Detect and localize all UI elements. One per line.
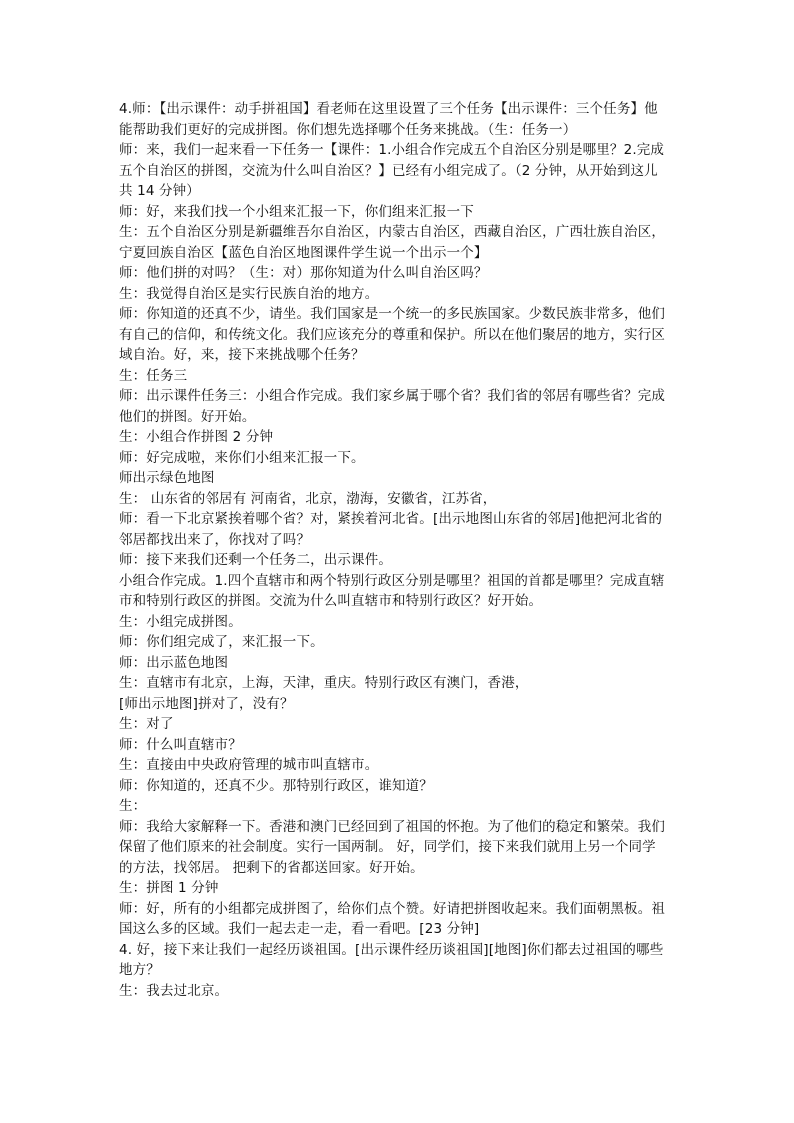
text-line: 生：拼图 1 分钟 — [119, 880, 219, 896]
text-line: 师：出示蓝色地图 — [119, 654, 229, 671]
text-line: 师：接下来我们还剩一个任务二，出示课件。 — [119, 552, 392, 568]
text-line: 师：好完成啦，来你们小组来汇报一下。 — [119, 449, 365, 466]
text-line: 师出示绿色地图 — [119, 470, 215, 486]
text-line: 生：对了 — [119, 716, 174, 732]
text-line: 生：我去过北京。 — [119, 982, 229, 999]
text-line: 师：来，我们一起来看一下任务一【课件：1.小组合作完成五个自治区分别是哪里？2.完成 — [119, 142, 665, 158]
text-line: 生：小组合作拼图 2 分钟 — [119, 429, 274, 445]
text-line: 生：小组完成拼图。 — [119, 613, 242, 630]
text-line: 地方？ — [119, 962, 160, 978]
text-line: 共 14 分钟） — [119, 183, 200, 199]
document-body — [119, 99, 679, 1001]
text-line: [师出示地图]拼对了，没有？ — [119, 695, 294, 712]
text-line: 师：好，所有的小组都完成拼图了，给你们点个赞。好请把拼图收起来。我们面朝黑板。祖 — [119, 900, 665, 917]
text-line: 五个自治区的拼图，交流为什么叫自治区？】已经有小组完成了。（2 分钟，从开始到这儿 — [119, 162, 658, 179]
text-line: 师：出示课件任务三：小组合作完成。我们家乡属于哪个省？我们省的邻居有哪些省？完成 — [119, 388, 665, 404]
text-line: 能帮助我们更好的完成拼图。你们想先选择哪个任务来挑战。（生：任务一） — [119, 121, 577, 138]
text-line: 生：五个自治区分别是新疆维吾尔自治区，内蒙古自治区，西藏自治区，广西壮族自治区， — [119, 224, 665, 240]
text-line: 师：你知道的还真不少，请坐。我们国家是一个统一的多民族国家。少数民族非常多，他们 — [119, 306, 665, 322]
text-line: 生： — [119, 798, 147, 814]
text-line: 国这么多的区域。我们一起去走一走，看一看吧。[23 分钟] — [119, 921, 480, 937]
text-line: 师：好，来我们找一个小组来汇报一下，你们组来汇报一下 — [119, 203, 474, 220]
text-line: 有自己的信仰，和传统文化。我们应该充分的尊重和保护。所以在他们聚居的地方，实行区 — [119, 326, 665, 343]
text-line: 师：你知道的，还真不少。那特别行政区，谁知道？ — [119, 777, 433, 794]
text-line: 师：看一下北京紧挨着哪个省？对，紧挨着河北省。[出示地图山东省的邻居]他把河北省的 — [119, 511, 663, 527]
text-line: 师：你们组完成了，来汇报一下。 — [119, 634, 324, 650]
text-line: 4. 好，接下来让我们一起经历谈祖国。[出示课件经历谈祖国][地图]你们都去过祖国的哪些 — [119, 941, 664, 958]
text-line: 域自治。好，来，接下来挑战哪个任务？ — [119, 347, 365, 363]
text-line: 生： 山东省的邻居有 河南省，北京，渤海，安徽省，江苏省， — [119, 490, 497, 507]
text-line: 市和特别行政区的拼图。交流为什么叫直辖市和特别行政区？好开始。 — [119, 593, 543, 609]
text-line: 4.师：【出示课件：动手拼祖国】看老师在这里设置了三个任务【出示课件：三个任务】他 — [119, 101, 658, 117]
text-line: 师：我给大家解释一下。香港和澳门已经回到了祖国的怀抱。为了他们的稳定和繁荣。我们 — [119, 818, 665, 835]
text-line: 邻居都找出来了，你找对了吗？ — [119, 531, 311, 548]
text-line: 师：什么叫直辖市？ — [119, 736, 242, 753]
text-line: 生：直接由中央政府管理的城市叫直辖市。 — [119, 757, 379, 773]
text-line: 生：我觉得自治区是实行民族自治的地方。 — [119, 285, 379, 302]
text-line: 保留了他们原来的社会制度。实行一国两制。 好，同学们，接下来我们就用上另一个同学 — [119, 839, 656, 855]
text-line: 生：任务三 — [119, 367, 188, 384]
text-line: 师：他们拼的对吗？（生：对）那你知道为什么叫自治区吗？ — [119, 265, 488, 281]
text-line: 宁夏回族自治区【蓝色自治区地图课件学生说一个出示一个】 — [119, 244, 488, 261]
text-line: 生：直辖市有北京，上海，天津，重庆。特别行政区有澳门，香港， — [119, 675, 529, 691]
text-line: 的方法，找邻居。 把剩下的省都送回家。好开始。 — [119, 859, 424, 876]
text-line: 小组合作完成。1.四个直辖市和两个特别行政区分别是哪里？祖国的首都是哪里？完成直辖 — [119, 572, 665, 589]
text-line: 他们的拼图。好开始。 — [119, 408, 256, 425]
